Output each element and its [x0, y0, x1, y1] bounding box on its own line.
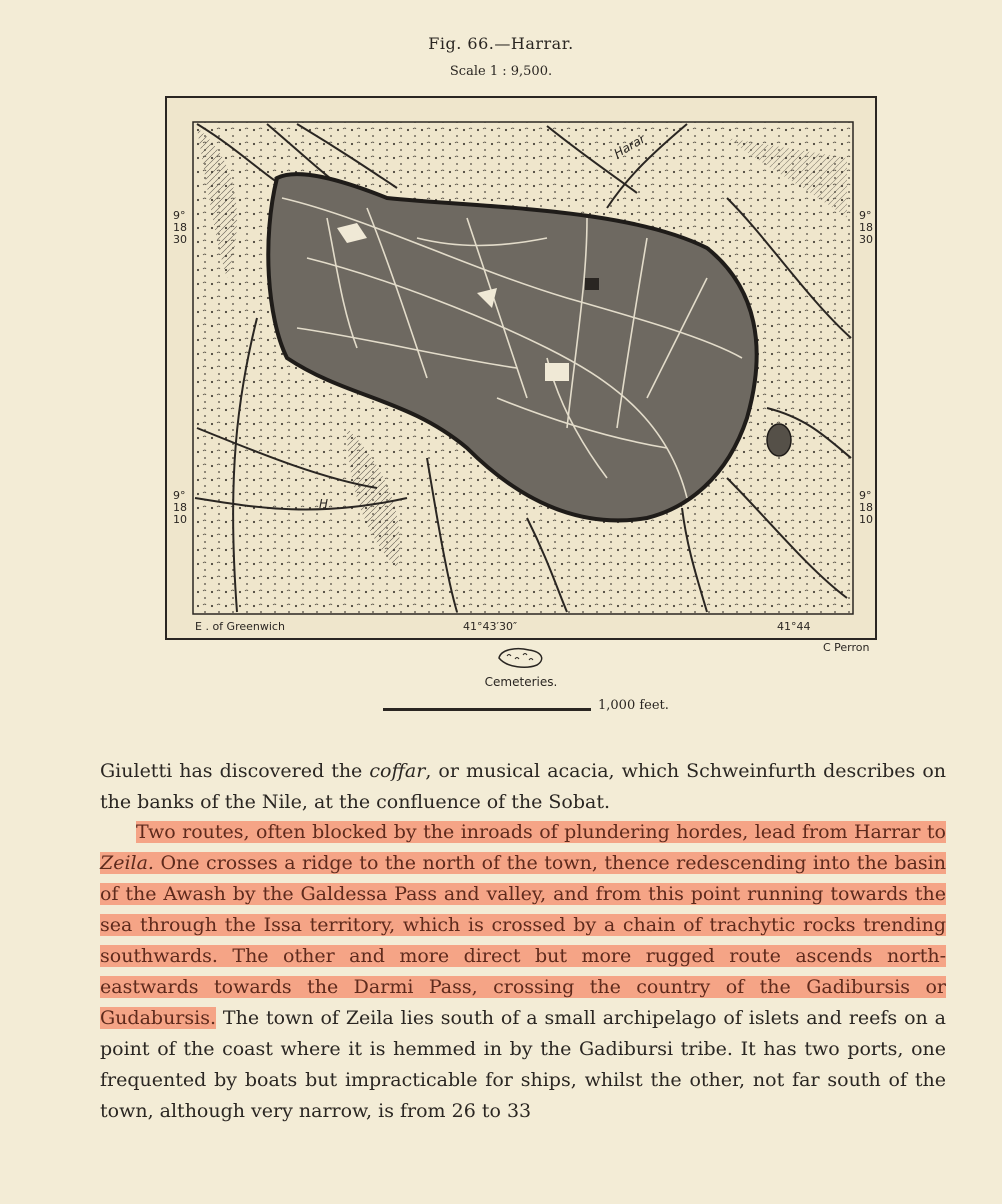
- lat-right-top: 9° 18 30: [859, 209, 873, 246]
- legend-cemeteries: Cemeteries.: [484, 675, 558, 689]
- lat-right-bottom: 9° 18 10: [859, 489, 873, 526]
- stream-label: H: [319, 497, 329, 511]
- map-drawing: [167, 98, 875, 638]
- scale-bar: [383, 708, 591, 711]
- lat-left-bottom: 9° 18 10: [173, 489, 187, 526]
- cemetery-symbol-icon: [495, 646, 547, 670]
- highlighted-passage: Two routes, often blocked by the inroads of plundering hordes, lead from Harrar to Zeila. One crosses a ridge to the north of the town, thence redescending into the basin of the Awash by the Galdessa Pass and valley, and from this point running towards the sea through the Issa territory, which is crossed by a chain of trachytic rocks trending southwards. The other and more direct but more rugged route ascends north-eastwards towards the Darmi Pass, crossing the country of the Gadibursis or Gudabursis.: [100, 821, 946, 1029]
- map-credit: C Perron: [823, 641, 870, 654]
- figure-title: Fig. 66.—Harrar.: [428, 34, 574, 53]
- lat-left-top: 9° 18 30: [173, 209, 187, 246]
- river-label: Harar: [611, 131, 648, 161]
- paragraph-2: Two routes, often blocked by the inroads of plundering hordes, lead from Harrar to Zeila. One crosses a ridge to the north of the town, thence redescending into the basin of the Awash by the Galdessa Pass and valley, and from this point running towards the sea through the Issa territory, which is crossed by a chain of trachytic rocks trending southwards. The other and more direct but more rugged route ascends north-eastwards towards the Darmi Pass, crossing the country of the Gadibursis or Gudabursis. The town of Zeila lies south of a small archipelago of islets and reefs on a point of the coast where it is hemmed in by the Gadibursi tribe. It has two ports, one frequented by boats but impracticable for ships, whilst the other, not far south of the town, although very narrow, is from 26 to 33: [100, 821, 946, 1122]
- paragraph-1: Giuletti has discovered the coffar, or musical acacia, which Schweinfurth describes on the banks of the Nile, at the confluence of the Sobat.: [100, 760, 946, 813]
- longitude-reference: E . of Greenwich: [195, 620, 285, 633]
- harrar-map: [165, 96, 877, 640]
- scale-bar-label: 1,000 feet.: [598, 698, 669, 713]
- coffar-term: coffar: [369, 760, 426, 782]
- figure-scale: Scale 1 : 9,500.: [449, 64, 553, 79]
- longitude-mid: 41°43′30″: [463, 620, 518, 633]
- longitude-right: 41°44: [777, 620, 811, 633]
